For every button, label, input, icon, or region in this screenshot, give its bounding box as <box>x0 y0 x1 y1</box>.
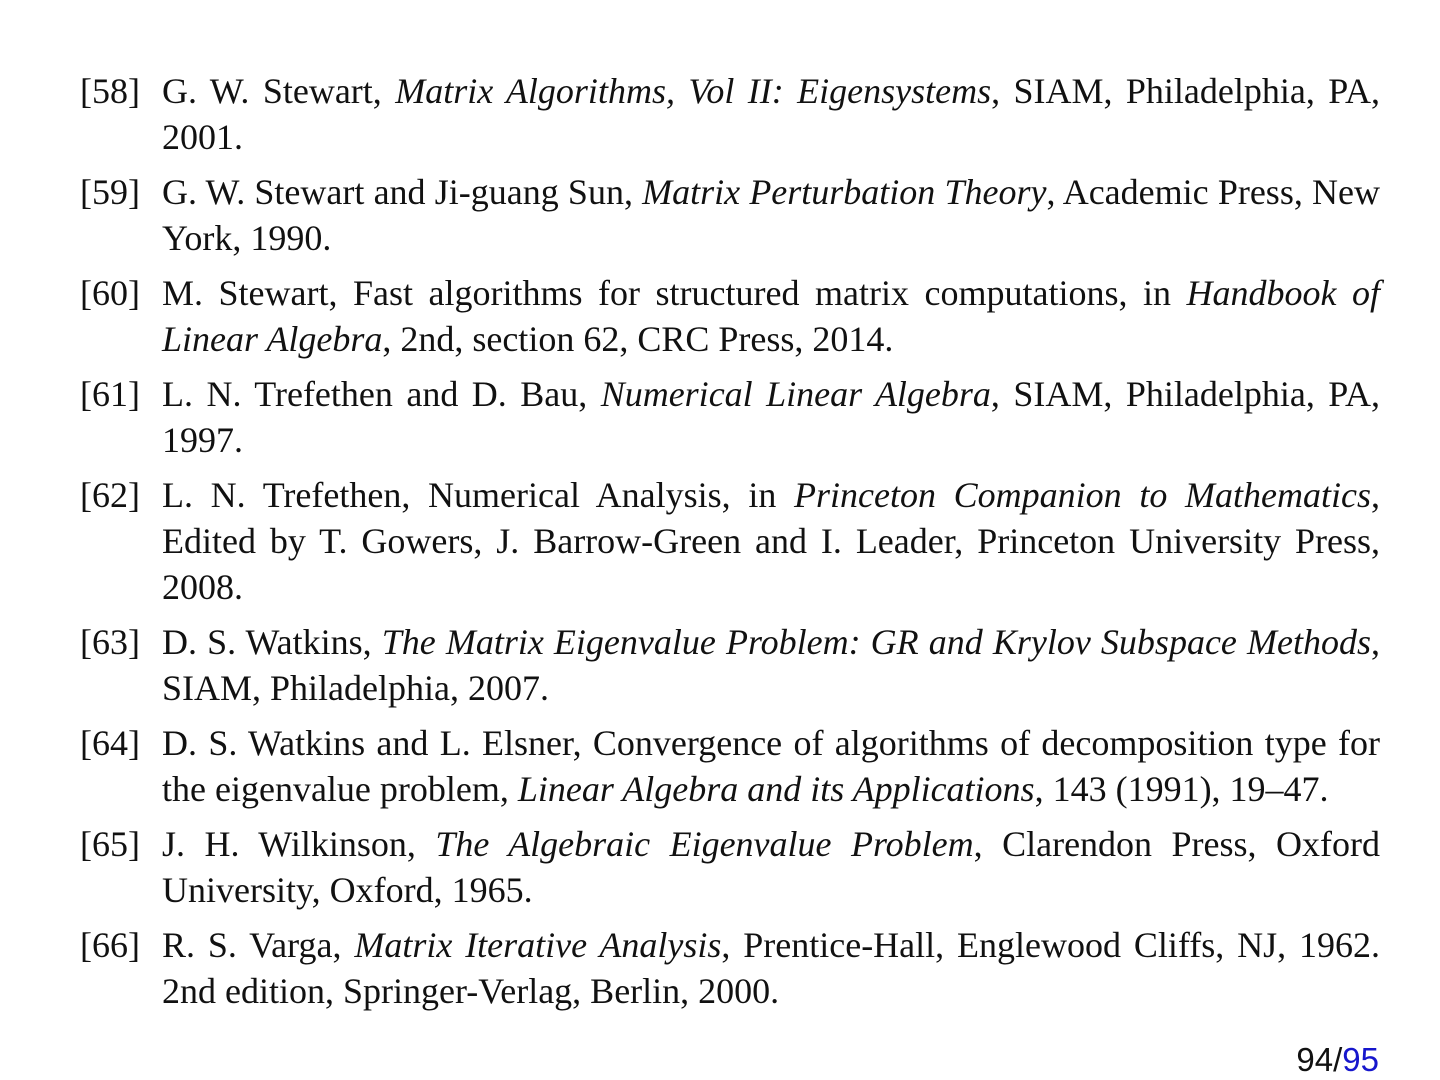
reference-text-part: L. N. Trefethen, Numerical Analysis, in <box>162 475 795 515</box>
reference-text <box>162 371 1380 463</box>
reference-text <box>162 720 1380 812</box>
current-page-number: 94 <box>1296 1041 1334 1078</box>
reference-entry <box>80 619 1380 711</box>
total-pages-link[interactable]: 95 <box>1342 1041 1379 1078</box>
reference-text-part: D. S. Watkins and L. Elsner, Convergence of algorithms of decomposition type for the eigenvalue problem, <box>162 723 1380 809</box>
reference-title: Linear Algebra and its Applications <box>517 769 1035 809</box>
reference-number: [61] <box>80 374 140 414</box>
reference-text-part: , Prentice-Hall, Englewood Cliffs, NJ, 1962. 2nd edition, Springer-Verlag, Berlin, 2000. <box>162 925 1381 1011</box>
reference-number: [63] <box>80 622 140 662</box>
reference-text-part: L. N. Trefethen and D. Bau, <box>162 374 601 414</box>
page-separator: / <box>1333 1041 1343 1078</box>
reference-entry <box>80 720 1380 812</box>
reference-text-part: M. Stewart, Fast algorithms for structured matrix computations, in <box>162 273 1187 313</box>
reference-text-part: , Edited by T. Gowers, J. Barrow-Green and I. Leader, Princeton University Press, 2008. <box>162 475 1380 607</box>
page-indicator <box>1296 1040 1379 1080</box>
reference-text-part: , Clarendon Press, Oxford University, Oxford, 1965. <box>162 824 1380 910</box>
reference-entry <box>80 270 1380 362</box>
reference-text <box>162 68 1380 160</box>
reference-text-part: , Academic Press, New York, 1990. <box>162 172 1380 258</box>
reference-text <box>162 270 1380 362</box>
reference-text <box>162 169 1380 261</box>
reference-number: [58] <box>80 71 140 111</box>
reference-number: [59] <box>80 172 140 212</box>
reference-list <box>80 68 1380 1023</box>
reference-title: Princeton Companion to Mathematics <box>794 475 1371 515</box>
reference-text-part: D. S. Watkins, <box>162 622 382 662</box>
reference-title: The Algebraic Eigenvalue Problem <box>435 824 974 864</box>
reference-number: [65] <box>80 824 140 864</box>
reference-title: Matrix Perturbation Theory <box>642 172 1047 212</box>
reference-title: Handbook of Linear Algebra <box>162 273 1380 359</box>
reference-entry <box>80 821 1380 913</box>
reference-entry <box>80 472 1380 610</box>
reference-text-part: , 143 (1991), 19–47. <box>1034 769 1329 809</box>
reference-text-part: R. S. Varga, <box>162 925 355 965</box>
reference-text <box>162 922 1380 1014</box>
reference-number: [64] <box>80 723 140 763</box>
reference-entry <box>80 169 1380 261</box>
reference-number: [66] <box>80 925 140 965</box>
reference-text <box>162 821 1380 913</box>
reference-title: Numerical Linear Algebra <box>600 374 991 414</box>
reference-text <box>162 619 1380 711</box>
reference-title: The Matrix Eigenvalue Problem: GR and Krylov Subspace Methods <box>381 622 1371 662</box>
reference-text-part: , SIAM, Philadelphia, PA, 2001. <box>162 71 1380 157</box>
reference-title: Matrix Iterative Analysis <box>354 925 722 965</box>
reference-text <box>162 472 1380 610</box>
reference-text-part: , SIAM, Philadelphia, PA, 1997. <box>162 374 1380 460</box>
reference-text-part: G. W. Stewart, <box>162 71 396 111</box>
reference-text-part: J. H. Wilkinson, <box>162 824 436 864</box>
reference-number: [60] <box>80 273 140 313</box>
reference-entry <box>80 68 1380 160</box>
reference-text-part: G. W. Stewart and Ji-guang Sun, <box>162 172 643 212</box>
reference-entry <box>80 371 1380 463</box>
reference-title: Matrix Algorithms, Vol II: Eigensystems <box>395 71 992 111</box>
reference-text-part: , SIAM, Philadelphia, 2007. <box>162 622 1380 708</box>
reference-text-part: , 2nd, section 62, CRC Press, 2014. <box>382 319 894 359</box>
reference-number: [62] <box>80 475 140 515</box>
reference-entry <box>80 922 1380 1014</box>
